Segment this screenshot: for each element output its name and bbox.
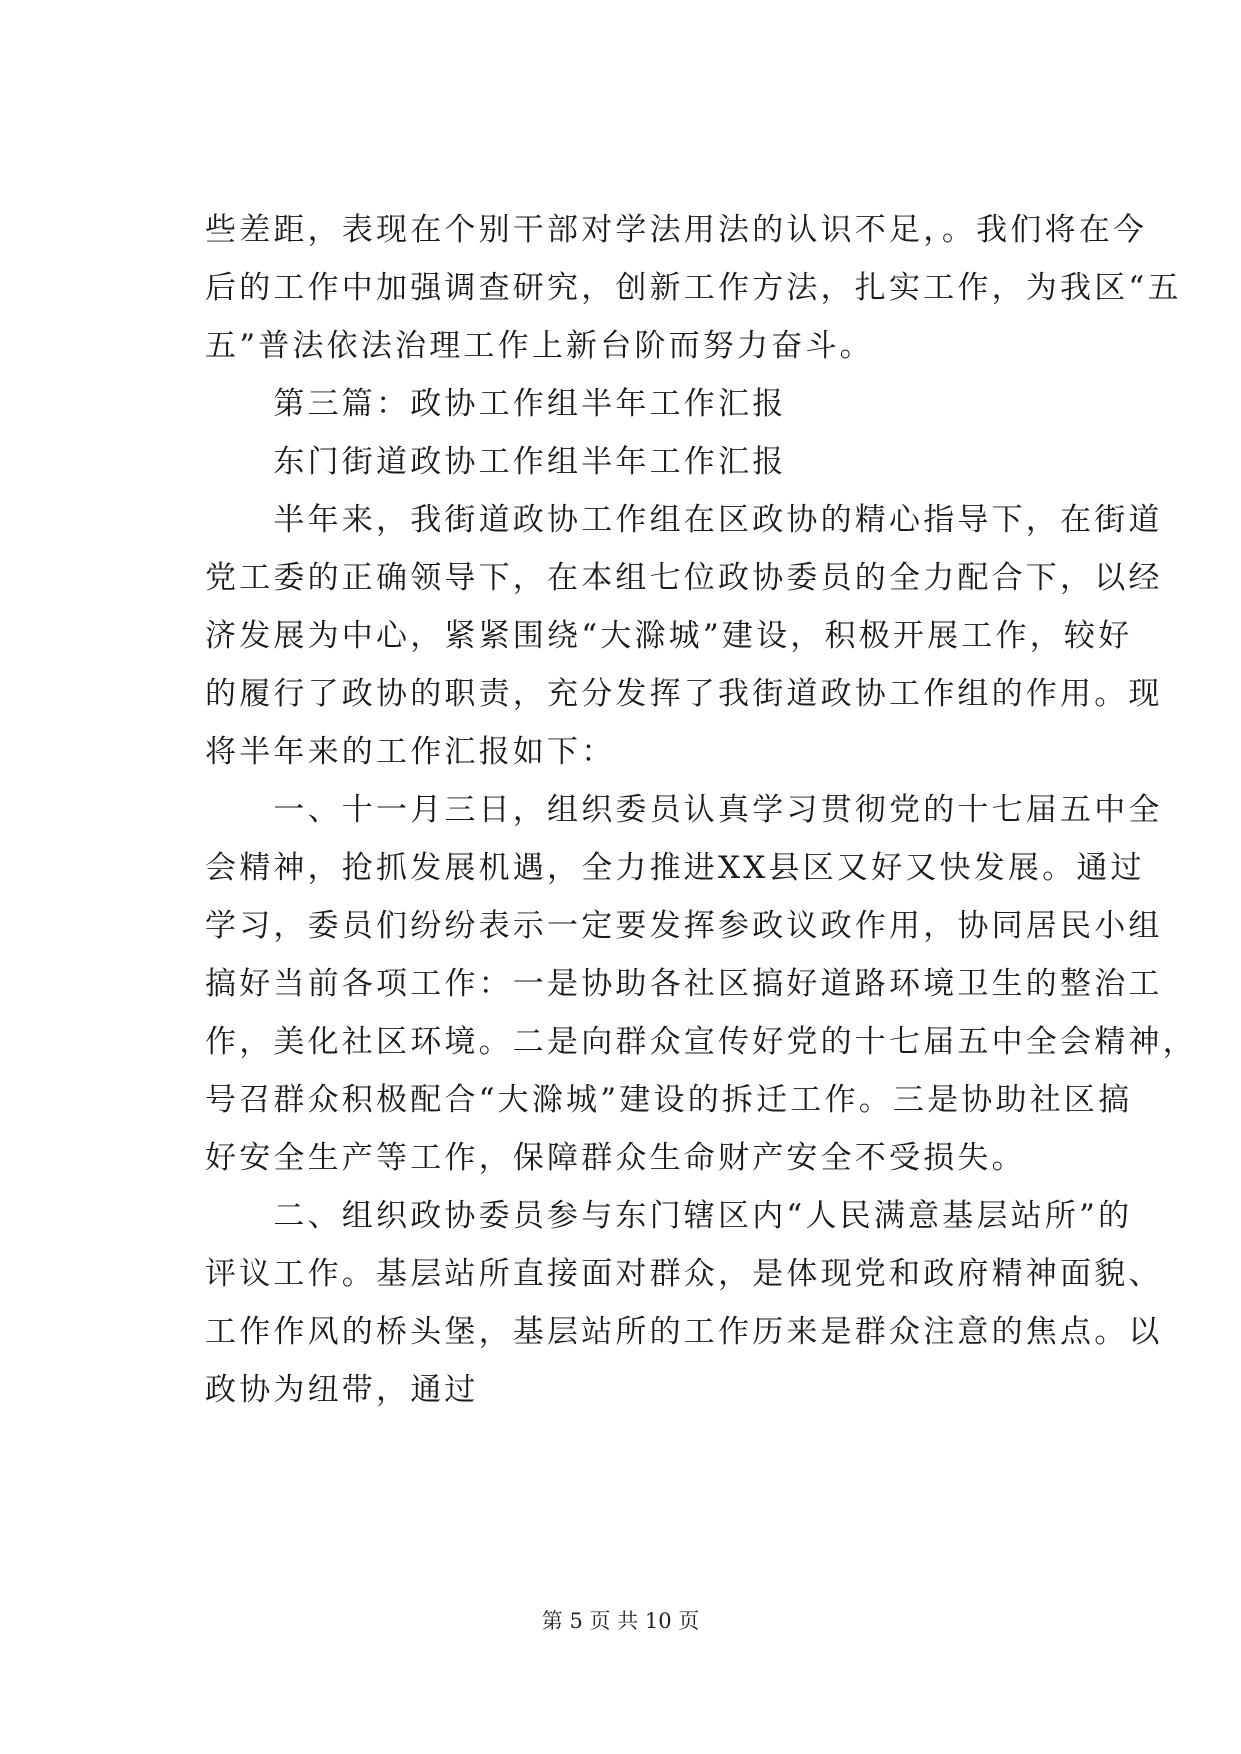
body-text-line: 半年来，我街道政协工作组在区政协的精心指导下，在街道: [205, 502, 1163, 538]
body-text-line: 一、十一月三日，组织委员认真学习贯彻党的十七届五中全: [205, 792, 1163, 828]
body-text-line: 济发展为中心，紧紧围绕“大滁城”建设，积极开展工作，较好: [205, 618, 1133, 654]
body-text-line: 工作作风的桥头堡，基层站所的工作历来是群众注意的焦点。以: [205, 1314, 1163, 1350]
section-heading: 第三篇：政协工作组半年工作汇报: [205, 386, 787, 422]
body-text-line: 号召群众积极配合“大滁城”建设的拆迁工作。三是协助社区搞: [205, 1082, 1133, 1118]
body-text-line: 评议工作。基层站所直接面对群众，是体现党和政府精神面貌、: [205, 1256, 1163, 1292]
body-text-line: 会精神，抢抓发展机遇，全力推进XX县区又好又快发展。通过: [205, 850, 1145, 886]
body-text-line: 些差距，表现在个别干部对学法用法的认识不足，。我们将在今: [205, 212, 1148, 248]
body-text-line: 二、组织政协委员参与东门辖区内“人民满意基层站所”的: [205, 1198, 1133, 1234]
body-text-line: 好安全生产等工作，保障群众生命财产安全不受损失。: [205, 1140, 1026, 1176]
body-text-line: 学习，委员们纷纷表示一定要发挥参政议政作用，协同居民小组: [205, 908, 1163, 944]
body-text-line: 五”普法依法治理工作上新台阶而努力奋斗。: [205, 328, 874, 364]
body-text-line: 搞好当前各项工作：一是协助各社区搞好道路环境卫生的整治工: [205, 966, 1163, 1002]
body-text-line: 的履行了政协的职责，充分发挥了我街道政协工作组的作用。现: [205, 676, 1163, 712]
report-title: 东门街道政协工作组半年工作汇报: [205, 444, 787, 480]
body-text-line: 政协为纽带，通过: [205, 1372, 479, 1408]
body-text-line: 党工委的正确领导下，在本组七位政协委员的全力配合下，以经: [205, 560, 1163, 596]
body-text-line: 将半年来的工作汇报如下：: [205, 734, 616, 770]
page-number-footer: 第 5 页 共 10 页: [541, 1609, 700, 1633]
body-text-line: 作，美化社区环境。二是向群众宣传好党的十七届五中全会精神，: [205, 1024, 1197, 1060]
body-text-line: 后的工作中加强调查研究，创新工作方法，扎实工作，为我区“五: [205, 270, 1182, 306]
